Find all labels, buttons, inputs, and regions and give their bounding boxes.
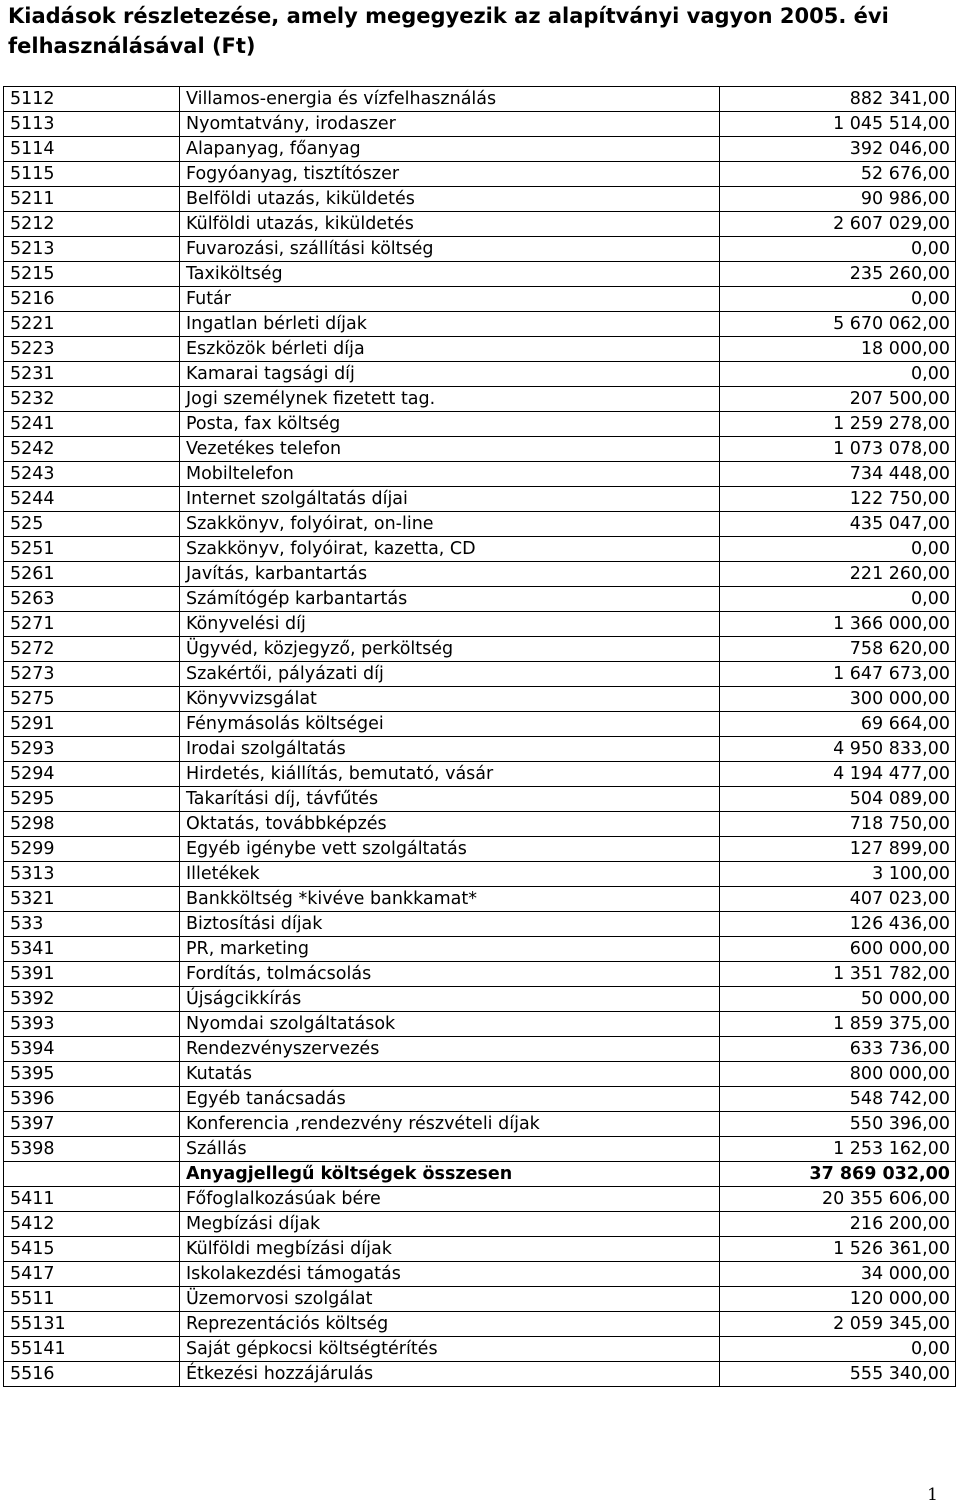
table-row [4, 712, 956, 737]
code-cell: 5216 [4, 287, 180, 312]
table-row [4, 562, 956, 587]
table-row [4, 287, 956, 312]
code-cell: 5115 [4, 162, 180, 187]
code-cell: 5321 [4, 887, 180, 912]
amount-cell: 882 341,00 [720, 87, 956, 112]
code-cell: 5341 [4, 937, 180, 962]
table-row [4, 587, 956, 612]
table-row [4, 312, 956, 337]
code-cell: 55131 [4, 1312, 180, 1337]
code-cell: 5398 [4, 1137, 180, 1162]
description-cell: Biztosítási díjak [180, 912, 720, 937]
code-cell: 5298 [4, 812, 180, 837]
description-cell: Szakértői, pályázati díj [180, 662, 720, 687]
description-cell: Külföldi utazás, kiküldetés [180, 212, 720, 237]
amount-cell: 392 046,00 [720, 137, 956, 162]
amount-cell: 216 200,00 [720, 1212, 956, 1237]
table-row [4, 1037, 956, 1062]
amount-cell: 1 045 514,00 [720, 112, 956, 137]
description-cell: Szakkönyv, folyóirat, on-line [180, 512, 720, 537]
table-row [4, 487, 956, 512]
description-cell: Külföldi megbízási díjak [180, 1237, 720, 1262]
amount-cell: 126 436,00 [720, 912, 956, 937]
amount-cell: 0,00 [720, 362, 956, 387]
amount-cell: 0,00 [720, 287, 956, 312]
description-cell: Internet szolgáltatás díjai [180, 487, 720, 512]
code-cell: 5251 [4, 537, 180, 562]
table-row [4, 762, 956, 787]
description-cell: Takarítási díj, távfűtés [180, 787, 720, 812]
code-cell: 5313 [4, 862, 180, 887]
description-cell: Főfoglalkozásúak bére [180, 1187, 720, 1212]
code-cell: 5272 [4, 637, 180, 662]
amount-cell: 0,00 [720, 537, 956, 562]
description-cell: Rendezvényszervezés [180, 1037, 720, 1062]
code-cell: 5231 [4, 362, 180, 387]
description-cell: Megbízási díjak [180, 1212, 720, 1237]
description-cell: Könyvelési díj [180, 612, 720, 637]
description-cell: PR, marketing [180, 937, 720, 962]
amount-cell: 0,00 [720, 1337, 956, 1362]
table-row [4, 362, 956, 387]
amount-cell: 800 000,00 [720, 1062, 956, 1087]
amount-cell: 20 355 606,00 [720, 1187, 956, 1212]
description-cell: Szállás [180, 1137, 720, 1162]
description-cell: Újságcikkírás [180, 987, 720, 1012]
table-row [4, 1187, 956, 1212]
amount-cell: 52 676,00 [720, 162, 956, 187]
code-cell: 55141 [4, 1337, 180, 1362]
code-cell: 5392 [4, 987, 180, 1012]
amount-cell: 4 194 477,00 [720, 762, 956, 787]
amount-cell: 600 000,00 [720, 937, 956, 962]
code-cell: 5223 [4, 337, 180, 362]
table-row [4, 862, 956, 887]
table-row [4, 987, 956, 1012]
code-cell: 5295 [4, 787, 180, 812]
table-row [4, 537, 956, 562]
code-cell [4, 1162, 180, 1187]
description-cell: Számítógép karbantartás [180, 587, 720, 612]
description-cell: Saját gépkocsi költségtérítés [180, 1337, 720, 1362]
code-cell: 5211 [4, 187, 180, 212]
amount-cell: 235 260,00 [720, 262, 956, 287]
code-cell: 5395 [4, 1062, 180, 1087]
code-cell: 5212 [4, 212, 180, 237]
table-row [4, 387, 956, 412]
code-cell: 5232 [4, 387, 180, 412]
description-cell: Oktatás, továbbképzés [180, 812, 720, 837]
total-row [4, 1162, 956, 1187]
amount-cell: 1 073 078,00 [720, 437, 956, 462]
description-cell: Fogyóanyag, tisztítószer [180, 162, 720, 187]
table-row [4, 662, 956, 687]
table-row [4, 1137, 956, 1162]
code-cell: 5393 [4, 1012, 180, 1037]
code-cell: 5273 [4, 662, 180, 687]
table-row [4, 1112, 956, 1137]
code-cell: 5242 [4, 437, 180, 462]
code-cell: 5215 [4, 262, 180, 287]
table-row [4, 237, 956, 262]
description-cell: Egyéb tanácsadás [180, 1087, 720, 1112]
description-cell: Fordítás, tolmácsolás [180, 962, 720, 987]
description-cell: Hirdetés, kiállítás, bemutató, vásár [180, 762, 720, 787]
amount-cell: 90 986,00 [720, 187, 956, 212]
code-cell: 5412 [4, 1212, 180, 1237]
description-cell: Reprezentációs költség [180, 1312, 720, 1337]
table-row [4, 912, 956, 937]
description-cell: Szakkönyv, folyóirat, kazetta, CD [180, 537, 720, 562]
amount-cell: 120 000,00 [720, 1287, 956, 1312]
code-cell: 5275 [4, 687, 180, 712]
page-title: Kiadások részletezése, amely megegyezik az alapítványi vagyon 2005. évi felhasználásával (Ft) [8, 4, 889, 58]
code-cell: 5411 [4, 1187, 180, 1212]
code-cell: 5291 [4, 712, 180, 737]
code-cell: 525 [4, 512, 180, 537]
code-cell: 5271 [4, 612, 180, 637]
amount-cell: 4 950 833,00 [720, 737, 956, 762]
code-cell: 5396 [4, 1087, 180, 1112]
code-cell: 5241 [4, 412, 180, 437]
description-cell: Étkezési hozzájárulás [180, 1362, 720, 1387]
table-row [4, 112, 956, 137]
code-cell: 5261 [4, 562, 180, 587]
description-cell: Bankköltség *kivéve bankkamat* [180, 887, 720, 912]
table-row [4, 1062, 956, 1087]
expense-table [3, 86, 956, 1387]
table-row [4, 437, 956, 462]
amount-cell: 1 647 673,00 [720, 662, 956, 687]
table-row [4, 462, 956, 487]
amount-cell: 0,00 [720, 587, 956, 612]
description-cell: Ügyvéd, közjegyző, perköltség [180, 637, 720, 662]
code-cell: 5213 [4, 237, 180, 262]
description-cell: Anyagjellegű költségek összesen [180, 1162, 720, 1187]
code-cell: 533 [4, 912, 180, 937]
description-cell: Üzemorvosi szolgálat [180, 1287, 720, 1312]
amount-cell: 548 742,00 [720, 1087, 956, 1112]
description-cell: Posta, fax költség [180, 412, 720, 437]
description-cell: Illetékek [180, 862, 720, 887]
amount-cell: 1 366 000,00 [720, 612, 956, 637]
code-cell: 5114 [4, 137, 180, 162]
description-cell: Könyvvizsgálat [180, 687, 720, 712]
table-row [4, 1287, 956, 1312]
amount-cell: 50 000,00 [720, 987, 956, 1012]
table-row [4, 1337, 956, 1362]
code-cell: 5244 [4, 487, 180, 512]
description-cell: Nyomdai szolgáltatások [180, 1012, 720, 1037]
description-cell: Konferencia ,rendezvény részvételi díjak [180, 1112, 720, 1137]
description-cell: Eszközök bérleti díja [180, 337, 720, 362]
code-cell: 5299 [4, 837, 180, 862]
table-row [4, 887, 956, 912]
description-cell: Vezetékes telefon [180, 437, 720, 462]
code-cell: 5397 [4, 1112, 180, 1137]
table-row [4, 1012, 956, 1037]
description-cell: Fénymásolás költségei [180, 712, 720, 737]
code-cell: 5263 [4, 587, 180, 612]
description-cell: Mobiltelefon [180, 462, 720, 487]
amount-cell: 5 670 062,00 [720, 312, 956, 337]
amount-cell: 2 607 029,00 [720, 212, 956, 237]
table-row [4, 137, 956, 162]
amount-cell: 207 500,00 [720, 387, 956, 412]
description-cell: Nyomtatvány, irodaszer [180, 112, 720, 137]
code-cell: 5511 [4, 1287, 180, 1312]
amount-cell: 37 869 032,00 [720, 1162, 956, 1187]
expense-table-body [4, 87, 956, 1387]
code-cell: 5112 [4, 87, 180, 112]
code-cell: 5293 [4, 737, 180, 762]
description-cell: Kamarai tagsági díj [180, 362, 720, 387]
code-cell: 5294 [4, 762, 180, 787]
table-row [4, 687, 956, 712]
table-row [4, 737, 956, 762]
description-cell: Futár [180, 287, 720, 312]
amount-cell: 34 000,00 [720, 1262, 956, 1287]
table-row [4, 412, 956, 437]
table-row [4, 87, 956, 112]
description-cell: Ingatlan bérleti díjak [180, 312, 720, 337]
table-row [4, 1312, 956, 1337]
amount-cell: 734 448,00 [720, 462, 956, 487]
description-cell: Javítás, karbantartás [180, 562, 720, 587]
description-cell: Irodai szolgáltatás [180, 737, 720, 762]
table-row [4, 262, 956, 287]
description-cell: Kutatás [180, 1062, 720, 1087]
description-cell: Alapanyag, főanyag [180, 137, 720, 162]
amount-cell: 3 100,00 [720, 862, 956, 887]
description-cell: Egyéb igénybe vett szolgáltatás [180, 837, 720, 862]
amount-cell: 1 253 162,00 [720, 1137, 956, 1162]
table-row [4, 1237, 956, 1262]
table-row [4, 512, 956, 537]
code-cell: 5417 [4, 1262, 180, 1287]
amount-cell: 555 340,00 [720, 1362, 956, 1387]
table-row [4, 612, 956, 637]
amount-cell: 758 620,00 [720, 637, 956, 662]
code-cell: 5391 [4, 962, 180, 987]
amount-cell: 504 089,00 [720, 787, 956, 812]
table-row [4, 162, 956, 187]
description-cell: Fuvarozási, szállítási költség [180, 237, 720, 262]
table-row [4, 787, 956, 812]
table-row [4, 1262, 956, 1287]
amount-cell: 550 396,00 [720, 1112, 956, 1137]
description-cell: Iskolakezdési támogatás [180, 1262, 720, 1287]
amount-cell: 127 899,00 [720, 837, 956, 862]
table-row [4, 812, 956, 837]
code-cell: 5415 [4, 1237, 180, 1262]
table-row [4, 1087, 956, 1112]
amount-cell: 1 259 278,00 [720, 412, 956, 437]
table-row [4, 187, 956, 212]
description-cell: Villamos-energia és vízfelhasználás [180, 87, 720, 112]
amount-cell: 122 750,00 [720, 487, 956, 512]
amount-cell: 1 859 375,00 [720, 1012, 956, 1037]
amount-cell: 1 351 782,00 [720, 962, 956, 987]
code-cell: 5516 [4, 1362, 180, 1387]
code-cell: 5221 [4, 312, 180, 337]
amount-cell: 18 000,00 [720, 337, 956, 362]
page-number: 1 [927, 1485, 938, 1505]
amount-cell: 1 526 361,00 [720, 1237, 956, 1262]
table-row [4, 1362, 956, 1387]
table-row [4, 937, 956, 962]
amount-cell: 435 047,00 [720, 512, 956, 537]
amount-cell: 300 000,00 [720, 687, 956, 712]
table-row [4, 337, 956, 362]
amount-cell: 0,00 [720, 237, 956, 262]
amount-cell: 407 023,00 [720, 887, 956, 912]
table-row [4, 837, 956, 862]
amount-cell: 2 059 345,00 [720, 1312, 956, 1337]
table-row [4, 212, 956, 237]
amount-cell: 633 736,00 [720, 1037, 956, 1062]
description-cell: Jogi személynek fizetett tag. [180, 387, 720, 412]
amount-cell: 718 750,00 [720, 812, 956, 837]
amount-cell: 69 664,00 [720, 712, 956, 737]
table-row [4, 1212, 956, 1237]
amount-cell: 221 260,00 [720, 562, 956, 587]
code-cell: 5243 [4, 462, 180, 487]
table-row [4, 637, 956, 662]
description-cell: Belföldi utazás, kiküldetés [180, 187, 720, 212]
table-row [4, 962, 956, 987]
description-cell: Taxiköltség [180, 262, 720, 287]
code-cell: 5394 [4, 1037, 180, 1062]
code-cell: 5113 [4, 112, 180, 137]
